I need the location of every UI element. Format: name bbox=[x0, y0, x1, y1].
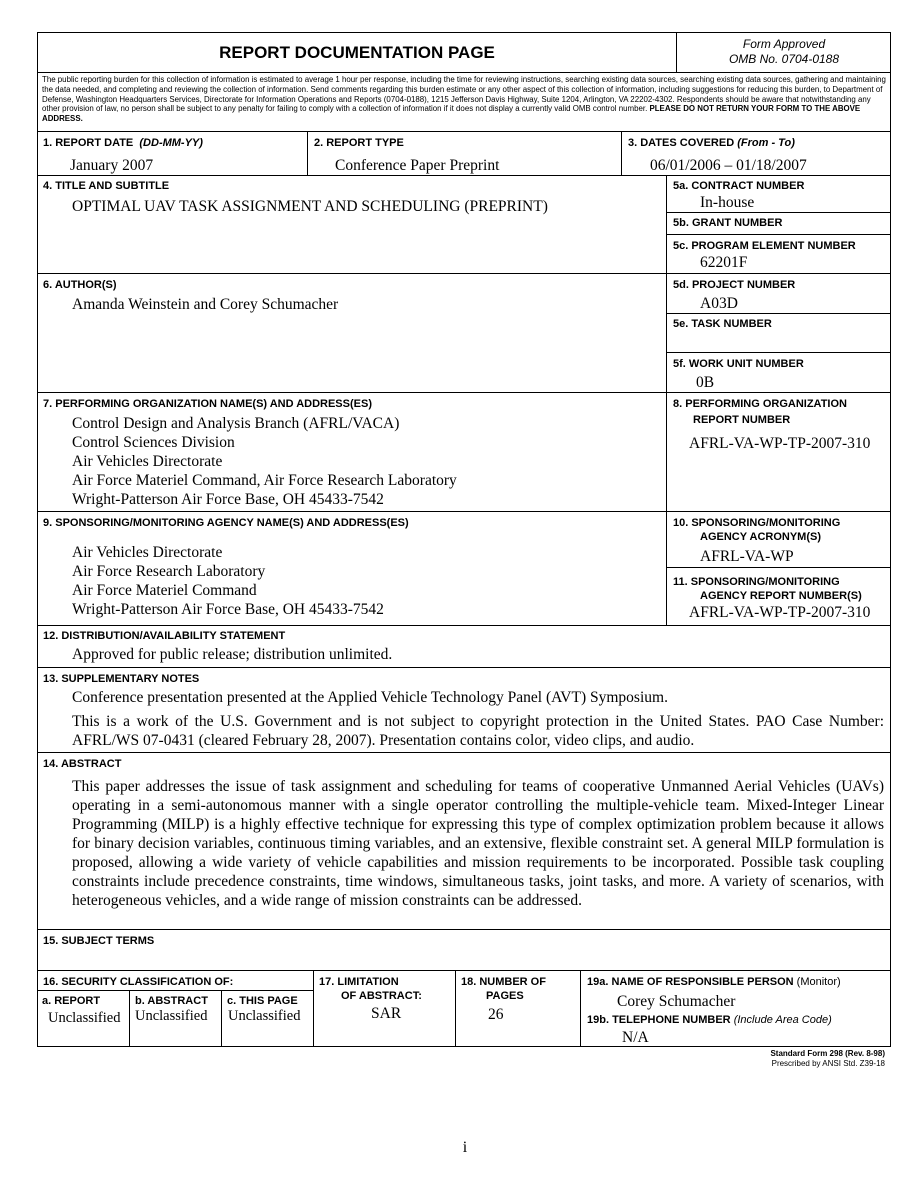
pages-label: 18. NUMBER OF bbox=[461, 976, 546, 988]
dates-covered-label: 3. DATES COVERED (From - To) bbox=[628, 137, 795, 149]
security-page-label: c. THIS PAGE bbox=[227, 995, 298, 1007]
burden-notice-bold: PLEASE DO NOT RETURN YOUR FORM TO THE ABOVE ADDRESS. bbox=[42, 104, 861, 124]
row6-bottom-rule bbox=[37, 392, 891, 393]
sponsoring-org-address bbox=[72, 543, 384, 619]
security-divider-b bbox=[221, 990, 222, 1047]
row7-bottom-rule bbox=[37, 511, 891, 512]
performing-org-line: Air Force Materiel Command, Air Force Research Laboratory bbox=[72, 472, 457, 489]
security-divider-a bbox=[129, 990, 130, 1047]
security-subrule bbox=[37, 990, 313, 991]
authors-value: Amanda Weinstein and Corey Schumacher bbox=[72, 296, 339, 313]
contract-number-label: 5a. CONTRACT NUMBER bbox=[673, 180, 805, 192]
supplementary-line-1: Conference presentation presented at the Applied Vehicle Technology Panel (AVT) Symposium. bbox=[72, 689, 668, 706]
performing-org-line: Control Design and Analysis Branch (AFRL/VACA) bbox=[72, 415, 400, 432]
responsible-value: Corey Schumacher bbox=[617, 993, 736, 1010]
performing-org-line: Wright-Patterson Air Force Base, OH 45433-7542 bbox=[72, 491, 384, 508]
sponsor-report-label: 11. SPONSORING/MONITORING bbox=[673, 576, 840, 588]
work-unit-label: 5f. WORK UNIT NUMBER bbox=[673, 358, 804, 370]
bottom-divider-16 bbox=[313, 970, 314, 1047]
sponsor-acronym-value: AFRL-VA-WP bbox=[700, 548, 794, 565]
sponsor-acronym-label: 10. SPONSORING/MONITORING bbox=[673, 517, 841, 529]
bottom-divider-18 bbox=[580, 970, 581, 1047]
telephone-value: N/A bbox=[622, 1029, 649, 1046]
contract-number-value: In-house bbox=[700, 194, 755, 211]
sponsoring-org-label: 9. SPONSORING/MONITORING AGENCY NAME(S) AND ADDRESS(ES) bbox=[43, 517, 409, 529]
performing-org-address bbox=[72, 414, 457, 509]
report-date-value: January 2007 bbox=[70, 157, 154, 174]
sponsoring-org-line: Wright-Patterson Air Force Base, OH 45433-7542 bbox=[72, 601, 384, 618]
rule-5b bbox=[666, 234, 891, 235]
authors-label: 6. AUTHOR(S) bbox=[43, 279, 117, 291]
rule-5d bbox=[666, 313, 891, 314]
rule-5a bbox=[666, 212, 891, 213]
security-page-value: Unclassified bbox=[228, 1008, 301, 1024]
project-number-value: A03D bbox=[700, 295, 738, 312]
security-report-value: Unclassified bbox=[48, 1010, 121, 1026]
rule-5e bbox=[666, 352, 891, 353]
report-type-label: 2. REPORT TYPE bbox=[314, 137, 404, 149]
abstract-label: 14. ABSTRACT bbox=[43, 758, 122, 770]
subject-terms-label: 15. SUBJECT TERMS bbox=[43, 935, 155, 947]
work-unit-value: 0B bbox=[696, 374, 715, 391]
page-number: i bbox=[462, 1139, 468, 1156]
telephone-label: 19b. TELEPHONE NUMBER (Include Area Code) bbox=[587, 1014, 832, 1026]
program-element-value: 62201F bbox=[700, 254, 748, 271]
limitation-value: SAR bbox=[371, 1005, 402, 1022]
supplementary-label: 13. SUPPLEMENTARY NOTES bbox=[43, 673, 200, 685]
distribution-label: 12. DISTRIBUTION/AVAILABILITY STATEMENT bbox=[43, 630, 286, 642]
security-abstract-value: Unclassified bbox=[135, 1008, 208, 1024]
row1-divider-b bbox=[621, 131, 622, 175]
form-title: REPORT DOCUMENTATION PAGE bbox=[219, 43, 495, 62]
row13-bottom-rule bbox=[37, 752, 891, 753]
grant-number-label: 5b. GRANT NUMBER bbox=[673, 217, 783, 229]
report-type-value: Conference Paper Preprint bbox=[335, 157, 500, 174]
prescribed-by: Prescribed by ANSI Std. Z39-18 bbox=[771, 1059, 885, 1068]
supplementary-line-2: This is a work of the U.S. Government and is not subject to copyright protection in the United States. PAO Case Number: AFRL/WS 07-0431 (cleared February 28, 2007). Presentation contains color, video clips, and audio. bbox=[72, 713, 884, 749]
task-number-label: 5e. TASK NUMBER bbox=[673, 318, 772, 330]
burden-notice-text: The public reporting burden for this collection of information is estimated to average 1 hour per response, including the time for reviewing instructions, searching existing data sources, searching existing data sources, gathering and maintaining the data needed, and completing and reviewing the collection of information. Send comments regarding this burden estimate or any other aspect of this collection of information, including suggestions for reducing this burden, to Department of Defense, Washington Headquarters Services, Directorate for Information Operations and Reports (0704-0188), 1215 Jefferson Davis Highway, Suite 1204, Arlington, VA 22202-4302. Respondents should be aware that notwithstanding any other provision of law, no person shall be subject to any penalty for failing to comply with a collection of information if it does not display a currently valid OMB control number. bbox=[42, 75, 886, 114]
omb-number: OMB No. 0704-0188 bbox=[728, 52, 840, 66]
bottom-divider-17 bbox=[455, 970, 456, 1047]
distribution-value: Approved for public release; distribution unlimited. bbox=[72, 646, 393, 663]
performing-report-label: 8. PERFORMING ORGANIZATION bbox=[673, 398, 847, 410]
right-column-divider bbox=[666, 175, 667, 625]
sponsoring-org-line: Air Force Materiel Command bbox=[72, 582, 257, 599]
security-report-label: a. REPORT bbox=[42, 995, 101, 1007]
sponsoring-org-line: Air Force Research Laboratory bbox=[72, 563, 266, 580]
sponsor-report-value: AFRL-VA-WP-TP-2007-310 bbox=[689, 604, 871, 621]
performing-report-value: AFRL-VA-WP-TP-2007-310 bbox=[689, 435, 871, 452]
limitation-label-2: OF ABSTRACT: bbox=[341, 990, 422, 1002]
performing-org-line: Air Vehicles Directorate bbox=[72, 453, 223, 470]
limitation-label: 17. LIMITATION bbox=[319, 976, 399, 988]
sponsoring-org-line: Air Vehicles Directorate bbox=[72, 544, 223, 561]
row12-bottom-rule bbox=[37, 667, 891, 668]
sponsor-acronym-label-2: AGENCY ACRONYM(S) bbox=[700, 531, 822, 543]
notice-bottom-rule bbox=[37, 131, 891, 132]
abstract-value: This paper addresses the issue of task assignment and scheduling for teams of cooperative Unmanned Aerial Vehicles (UAVs) operating in a semi-autonomous manner with a single operator controlling the multiple-vehicle team. Mixed-Integer Linear Programming (MILP) is a highly effective technique for expressing this type of complex optimization problem because it allows for binary decision variables, continuous timing variables, and an extensive, flexible constraint set. A general MILP formulation is proposed, allowing a wide variety of vehicle capabilities and mission requirements to be incorporated. Possible task coupling constraints include precedence constraints, time windows, simultaneous tasks, joint tasks, and more. A variety of scenarios, with heterogeneous vehicles, and a wide range of mission constraints can be addressed. bbox=[72, 778, 884, 909]
form-approved: Form Approved bbox=[742, 37, 826, 51]
security-abstract-label: b. ABSTRACT bbox=[135, 995, 208, 1007]
row1-bottom-rule bbox=[37, 175, 891, 176]
row9-bottom-rule bbox=[37, 625, 891, 626]
performing-org-line: Control Sciences Division bbox=[72, 434, 235, 451]
form-id: Standard Form 298 (Rev. 8-98) bbox=[770, 1049, 885, 1058]
header-bottom-rule bbox=[37, 72, 891, 73]
program-element-label: 5c. PROGRAM ELEMENT NUMBER bbox=[673, 240, 856, 252]
row1-divider-a bbox=[307, 131, 308, 175]
row4-bottom-rule bbox=[37, 273, 891, 274]
pages-label-2: PAGES bbox=[486, 990, 524, 1002]
sponsor-report-label-2: AGENCY REPORT NUMBER(S) bbox=[700, 590, 862, 602]
pages-value: 26 bbox=[488, 1006, 504, 1023]
title-label: 4. TITLE AND SUBTITLE bbox=[43, 180, 170, 192]
report-date-label: 1. REPORT DATE (DD-MM-YY) bbox=[43, 137, 203, 149]
performing-report-label-2: REPORT NUMBER bbox=[693, 414, 791, 426]
rule-10 bbox=[666, 567, 891, 568]
responsible-label: 19a. NAME OF RESPONSIBLE PERSON (Monitor) bbox=[587, 976, 841, 988]
dates-covered-value: 06/01/2006 – 01/18/2007 bbox=[650, 157, 807, 174]
security-label: 16. SECURITY CLASSIFICATION OF: bbox=[43, 976, 234, 988]
title-value: OPTIMAL UAV TASK ASSIGNMENT AND SCHEDULING (PREPRINT) bbox=[72, 198, 548, 215]
performing-org-label: 7. PERFORMING ORGANIZATION NAME(S) AND ADDRESS(ES) bbox=[43, 398, 372, 410]
row15-bottom-rule bbox=[37, 970, 891, 971]
burden-notice bbox=[42, 75, 887, 124]
row14-bottom-rule bbox=[37, 929, 891, 930]
project-number-label: 5d. PROJECT NUMBER bbox=[673, 279, 796, 291]
